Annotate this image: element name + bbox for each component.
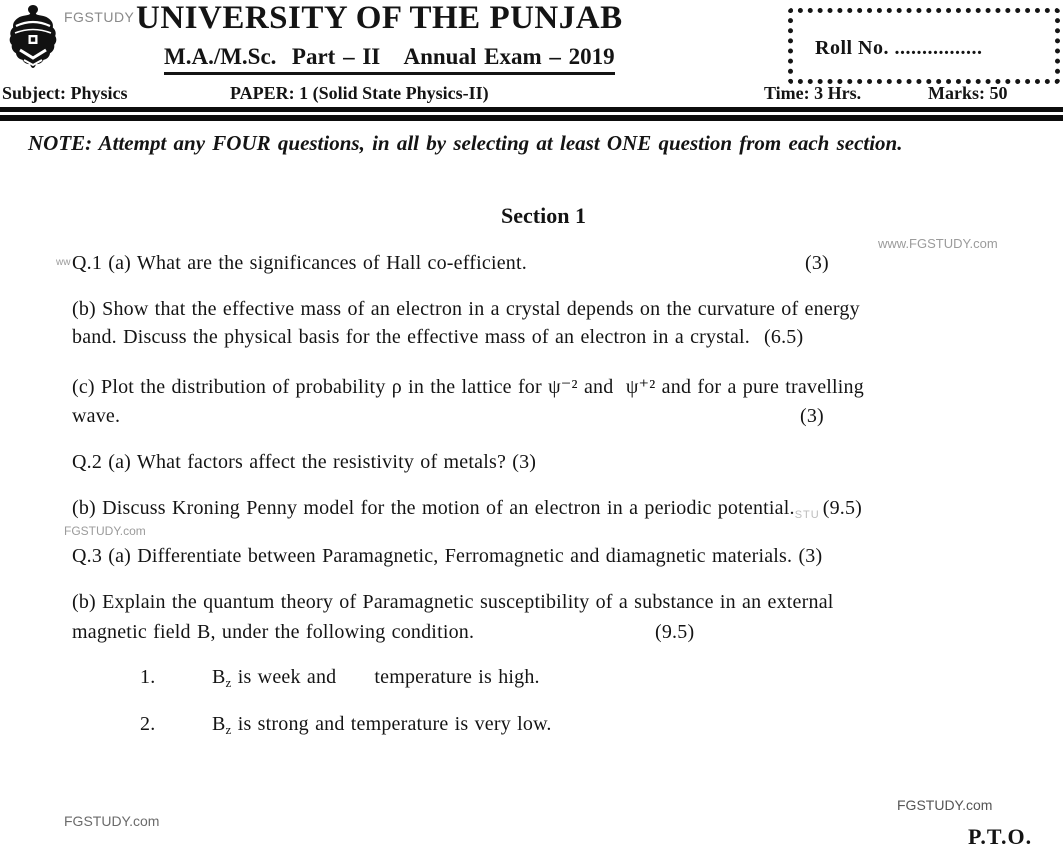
b-subscript: z [225, 675, 232, 690]
b-subscript: z [225, 722, 232, 737]
watermark-top-right: www.FGSTUDY.com [878, 236, 998, 251]
question-q3b-marks: (9.5) [655, 621, 695, 643]
condition-1-number: 1. [140, 666, 156, 688]
question-q1c-text: wave. [72, 405, 121, 427]
question-q2b [72, 497, 862, 520]
marks-label: Marks: 50 [928, 83, 1008, 103]
header-rule-bottom [0, 115, 1063, 121]
question-q1a-text: Q.1 (a) What are the significances of Hall co-efficient. [72, 252, 527, 274]
question-q1c-line2 [72, 405, 1012, 428]
condition-2-text [212, 713, 552, 738]
question-q3b-line1: (b) Explain the quantum theory of Paramagnetic susceptibility of a substance in an external [72, 591, 834, 613]
question-q3b-text: magnetic field B, under the following condition. [72, 621, 475, 643]
exam-subtitle: M.A./M.Sc. Part – II Annual Exam – 2019 [164, 44, 615, 75]
note-instruction: NOTE: Attempt any FOUR questions, in all by selecting at least ONE question from each section. [28, 131, 903, 155]
subject-label: Subject: Physics [2, 83, 128, 103]
b-symbol: B [212, 713, 226, 735]
watermark-q2b-inline: STU [794, 509, 820, 521]
watermark-q1-prefix: ww [56, 257, 71, 268]
university-logo-icon [8, 4, 58, 72]
watermark-footer-left: FGSTUDY.com [64, 813, 160, 829]
question-q3a: Q.3 (a) Differentiate between Paramagnetic, Ferromagnetic and diamagnetic materials. (3) [72, 545, 823, 567]
roll-no-label: Roll No. ................ [815, 37, 983, 59]
question-q1b-line2 [72, 326, 803, 349]
condition-1-part2: temperature is high. [374, 666, 540, 688]
question-q1c-line1: (c) Plot the distribution of probability ρ in the lattice for ψ⁻² and ψ⁺² and for a pure travelling [72, 376, 864, 398]
question-q3b-line2 [72, 621, 1012, 644]
question-q1b-line1: (b) Show that the effective mass of an electron in a crystal depends on the curvature of energy [72, 298, 860, 320]
question-q1b-text: band. Discuss the physical basis for the effective mass of an electron in a crystal. [72, 326, 751, 348]
watermark-mid-left: FGSTUDY.com [64, 524, 146, 538]
question-q1c-marks: (3) [800, 405, 824, 427]
condition-1-text [212, 666, 540, 691]
watermark-footer-right: FGSTUDY.com [897, 797, 993, 813]
time-label: Time: 3 Hrs. [764, 83, 862, 103]
question-q2a: Q.2 (a) What factors affect the resistivity of metals? (3) [72, 451, 537, 473]
question-q1a [72, 252, 1012, 275]
pto-label: P.T.O. [968, 824, 1033, 849]
header-rule-top [0, 107, 1063, 112]
watermark-fgstudy-header: FGSTUDY [64, 9, 135, 25]
condition-1-part1: is week and [231, 666, 337, 688]
b-symbol: B [212, 666, 226, 688]
question-q1b-marks: (6.5) [764, 326, 804, 348]
university-title: UNIVERSITY OF THE PUNJAB [136, 0, 623, 36]
condition-2-part1: is strong and temperature is very low. [231, 713, 552, 735]
condition-2-number: 2. [140, 713, 156, 735]
paper-label: PAPER: 1 (Solid State Physics-II) [230, 83, 489, 103]
section-heading: Section 1 [501, 203, 586, 228]
question-q1a-marks: (3) [805, 252, 829, 274]
question-q2b-marks: (9.5) [822, 497, 863, 519]
roll-no-box [788, 8, 1060, 84]
question-q2b-text: (b) Discuss Kroning Penny model for the motion of an electron in a periodic potential. [72, 497, 795, 519]
